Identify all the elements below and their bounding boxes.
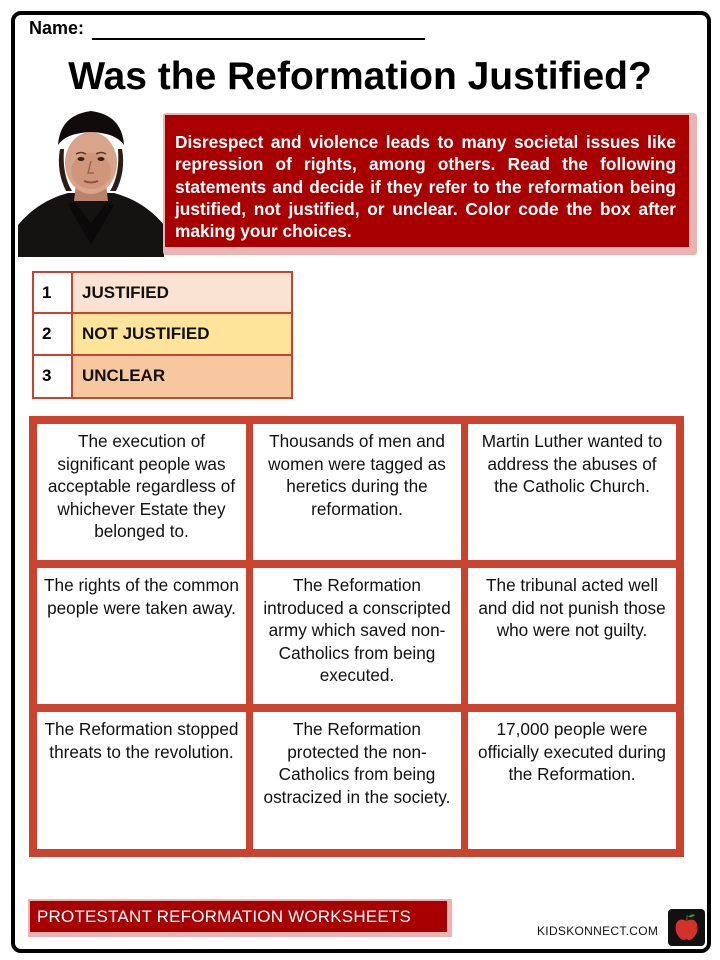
legend-label: JUSTIFIED [73,273,291,312]
instructions-text: Disrespect and violence leads to many societal issues like repression of rights, among others. Read the following statements and decide if they refer to the reformation being justified, not justified, or unclear. Color code the box after making your choices. [165,115,689,247]
statement-box[interactable]: The Reformation protected the non-Catholics from being ostracized in the society. [253,712,461,849]
footer-banner-text: PROTESTANT REFORMATION WORKSHEETS [30,901,447,932]
page-title: Was the Reformation Justified? [68,55,652,98]
statement-box[interactable]: The tribunal acted well and did not punish those who were not guilty. [468,568,676,704]
apple-icon [668,909,705,946]
statement-box[interactable]: The Reformation stopped threats to the revolution. [37,712,246,849]
legend-row-unclear [34,356,291,397]
statements-grid [29,416,684,857]
legend-label: NOT JUSTIFIED [73,314,291,353]
name-line[interactable] [92,38,425,40]
statement-box[interactable]: Martin Luther wanted to address the abuses of the Catholic Church. [468,424,676,560]
name-label: Name: [29,18,85,38]
color-legend [32,271,293,399]
brand-text: KIDSKONNECT.COM [537,924,659,938]
statement-box[interactable]: 17,000 people were officially executed during the Reformation. [468,712,676,849]
statement-box[interactable]: The Reformation introduced a conscripted army which saved non-Catholics from being executed. [253,568,461,704]
martin-luther-portrait [18,105,164,257]
legend-label: UNCLEAR [73,356,291,397]
statement-box[interactable]: The rights of the common people were taken away. [37,568,246,704]
statement-box[interactable]: The execution of significant people was acceptable regardless of whichever Estate they belonged to. [37,424,246,560]
legend-row-justified [34,273,291,314]
legend-number: 1 [34,273,73,312]
footer-banner [28,899,452,937]
instructions-box [163,113,697,255]
legend-row-not-justified [34,314,291,355]
statement-box[interactable]: Thousands of men and women were tagged as heretics during the reformation. [253,424,461,560]
legend-number: 2 [34,314,73,353]
legend-number: 3 [34,356,73,397]
